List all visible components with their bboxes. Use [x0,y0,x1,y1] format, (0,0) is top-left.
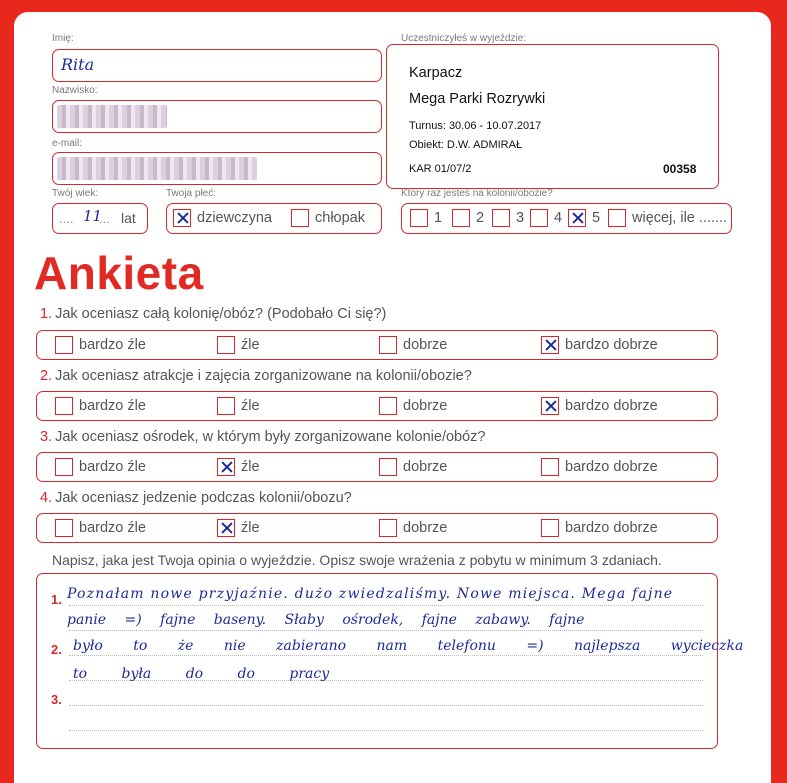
q1-option-good[interactable]: dobrze [379,336,447,354]
camp-info-box [386,44,719,189]
gender-field [166,203,382,234]
email-redacted [57,157,257,180]
surname-label: Nazwisko: [52,85,98,96]
times-option-more[interactable] [608,209,727,227]
handwriting-line-1: Poznałam nowe przyjaźnie. dużo zwiedzaliśmy. Nowe miejsca. Mega fajne [67,586,674,602]
answer-row-2 [36,391,718,421]
question-2: 2. Jak oceniasz atrakcje i zajęcia zorganizowane na kolonii/obozie? [40,368,472,384]
q3-option-good[interactable]: dobrze [379,458,447,476]
open-answer-box[interactable] [36,573,744,749]
q2-option-bad[interactable]: źle [217,397,260,415]
times-1-checkbox[interactable] [410,209,428,227]
q3-option-very-good[interactable]: bardzo dobrze [541,458,658,476]
q4-option-very-bad[interactable]: bardzo źle [55,519,146,537]
handwriting-line-4: to była do do pracy [73,666,330,682]
answer-line [69,655,703,656]
gender-label: Twoja płeć: [166,188,217,199]
q1-very-good-checkbox[interactable] [541,336,559,354]
line-number-3: 3. [51,692,62,707]
q1-option-bad[interactable]: źle [217,336,260,354]
answer-row-3 [36,452,718,482]
times-2-checkbox[interactable] [452,209,470,227]
q2-good-checkbox[interactable] [379,397,397,415]
times-4-checkbox[interactable] [530,209,548,227]
survey-title: Ankieta [34,247,204,299]
question-4: 4. Jak oceniasz jedzenie podczas kolonii/obozu? [40,490,352,506]
name-field[interactable] [52,49,382,82]
q3-option-very-bad[interactable]: bardzo źle [55,458,146,476]
times-option-4[interactable] [530,209,562,227]
times-option-3[interactable] [492,209,524,227]
times-1-label: 1 [434,209,443,226]
times-more-checkbox[interactable] [608,209,626,227]
q3-very-bad-checkbox[interactable] [55,458,73,476]
line-number-1: 1. [51,592,62,607]
line-number-2: 2. [51,642,62,657]
camp-obiekt: Obiekt: D.W. ADMIRAŁ [409,139,523,151]
q3-bad-checkbox[interactable] [217,458,235,476]
q2-very-bad-checkbox[interactable] [55,397,73,415]
email-field[interactable] [52,152,382,185]
times-3-label: 3 [516,209,525,226]
times-option-5[interactable] [568,209,600,227]
q4-option-bad[interactable]: źle [217,519,260,537]
camp-label: Uczestniczyłeś w wyjeździe: [401,33,527,44]
email-label: e-mail: [52,138,83,149]
gender-boy-checkbox[interactable] [291,209,309,227]
times-5-checkbox[interactable] [568,209,586,227]
age-value: 11 [83,207,103,225]
surname-field[interactable] [52,100,382,133]
q1-good-checkbox[interactable] [379,336,397,354]
q4-option-good[interactable]: dobrze [379,519,447,537]
q3-option-bad[interactable]: źle [217,458,260,476]
name-label: Imię: [52,33,74,44]
age-dots-left: .... [59,211,74,226]
handwriting-line-2: panie =) fajne baseny. Słaby ośrodek, fajne zabawy. fajne [67,612,585,628]
camp-turnus: Turnus: 30.06 - 10.07.2017 [409,120,542,132]
answer-line [69,705,703,706]
q3-good-checkbox[interactable] [379,458,397,476]
surname-redacted [57,105,167,128]
times-label: Który raz jesteś na kolonii/obozie? [401,188,553,199]
gender-option-boy[interactable] [291,209,365,227]
q4-option-very-good[interactable]: bardzo dobrze [541,519,658,537]
q3-very-good-checkbox[interactable] [541,458,559,476]
question-1: 1. Jak oceniasz całą kolonię/obóz? (Podobało Ci się?) [40,306,387,322]
times-3-checkbox[interactable] [492,209,510,227]
camp-place: Karpacz [409,65,463,81]
question-3: 3. Jak oceniasz ośrodek, w którym były zorganizowane kolonie/obóz? [40,429,486,445]
times-5-label: 5 [592,209,601,226]
q4-very-good-checkbox[interactable] [541,519,559,537]
gender-boy-label: chłopak [315,209,365,226]
camp-number: 00358 [663,162,697,176]
answer-row-1 [36,330,718,360]
camp-park: Mega Parki Rozrywki [409,91,546,107]
times-option-1[interactable] [410,209,442,227]
q1-option-very-bad[interactable]: bardzo źle [55,336,146,354]
name-value: Rita [61,55,95,74]
answer-row-4 [36,513,718,543]
age-suffix: lat [121,210,136,226]
q1-very-bad-checkbox[interactable] [55,336,73,354]
q2-very-good-checkbox[interactable] [541,397,559,415]
handwriting-line-3: było to że nie zabierano nam telefonu =) najlepsza wycieczka [73,638,744,654]
answer-line [69,630,703,631]
gender-option-girl[interactable] [173,209,272,227]
q1-bad-checkbox[interactable] [217,336,235,354]
q1-option-very-good[interactable]: bardzo dobrze [541,336,658,354]
q4-good-checkbox[interactable] [379,519,397,537]
times-more-label: więcej, ile ....... [632,209,728,226]
open-question-prompt: Napisz, jaka jest Twoja opinia o wyjeździe. Opisz swoje wrażenia z pobytu w minimum 3 zdaniach. [52,552,662,568]
q2-option-very-bad[interactable]: bardzo źle [55,397,146,415]
age-label: Twój wiek: [52,188,99,199]
q2-bad-checkbox[interactable] [217,397,235,415]
answer-line [69,730,703,731]
gender-girl-label: dziewczyna [197,209,272,226]
q2-option-good[interactable]: dobrze [379,397,447,415]
q2-option-very-good[interactable]: bardzo dobrze [541,397,658,415]
gender-girl-checkbox[interactable] [173,209,191,227]
times-option-2[interactable] [452,209,484,227]
times-field [401,203,732,234]
age-field[interactable] [52,203,148,234]
times-4-label: 4 [554,209,563,226]
camp-code: KAR 01/07/2 [409,163,472,175]
times-2-label: 2 [476,209,485,226]
age-dots-right: ... [99,211,110,226]
q4-very-bad-checkbox[interactable] [55,519,73,537]
answer-line [69,605,703,606]
q4-bad-checkbox[interactable] [217,519,235,537]
